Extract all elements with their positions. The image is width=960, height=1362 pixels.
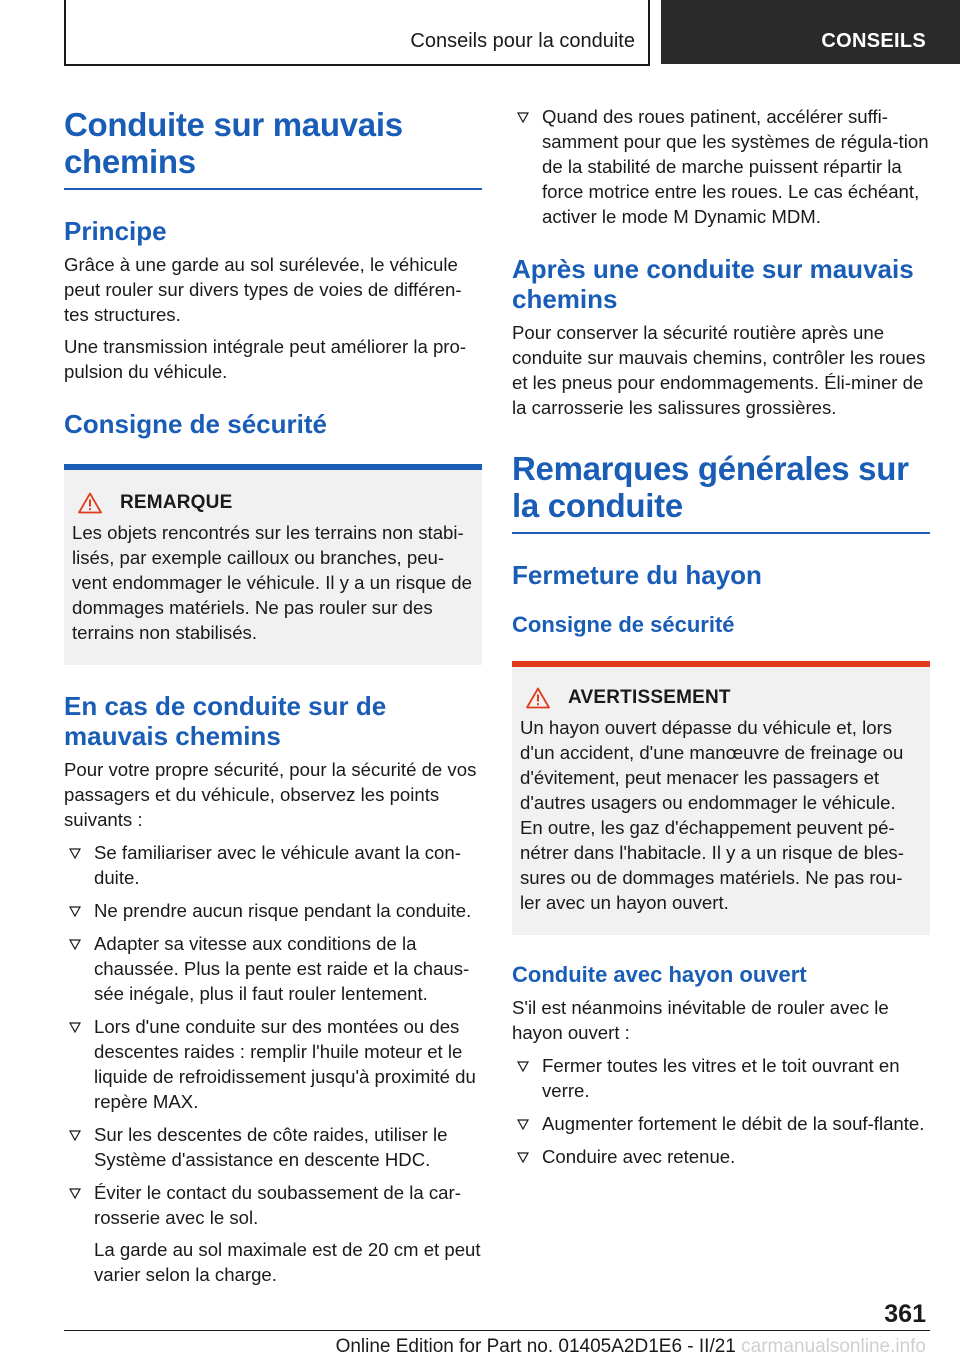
list-item-text: Éviter le contact du soubassement de la car-rosserie avec le sol. [94,1182,461,1228]
driving-list [64,840,482,1230]
list-item [64,1014,482,1114]
heading-safety-note: Consigne de sécurité [64,409,327,439]
notice-box [64,470,482,665]
heading-driving-rough-roads: En cas de conduite sur de mauvais chemins [64,691,387,751]
open-tailgate-intro: S'il est néanmoins inévitable de rouler avec le hayon ouvert : [512,997,889,1043]
header-frame-right [648,0,650,66]
title-rough-roads: Conduite sur mauvais chemins [64,106,403,180]
notice-text: Un hayon ouvert dépasse du véhicule et, lors d'un accident, d'une manœuvre de freinage ou d'évitement, peut menacer les passagers et d'autres usagers ou endommager le véhicule. En outre, les gaz d'échappement peuvent pé-nétrer dans l'habitacle. Il y a un risque de bles-sures ou de dommages matériels. Ne pas rou-ler avec un hayon ouvert. [520,717,904,913]
list-item [64,931,482,1006]
ground-clearance-note: La garde au sol maximale est de 20 cm et peut varier selon la charge. [94,1239,481,1285]
list-item-text: Conduire avec retenue. [542,1146,736,1167]
triangle-right-icon [516,107,530,127]
principle-paragraph-2: Une transmission intégrale peut améliorer la pro-pulsion du véhicule. [64,336,467,382]
list-item [64,1122,482,1172]
title-rule [64,188,482,190]
list-item [512,1111,930,1136]
heading-tailgate: Fermeture du hayon [512,560,762,590]
title-general-remarks: Remarques générales sur la conduite [512,450,909,524]
notice-box [512,667,930,935]
list-item-text: Sur les descentes de côte raides, utiliser le Système d'assistance en descente HDC. [94,1124,448,1170]
header-frame-bottom [64,64,650,66]
title-rule [512,532,930,534]
list-item-text: Augmenter fortement le débit de la souf-flante. [542,1113,925,1134]
open-tailgate-list [512,1053,930,1169]
list-item-text: Ne prendre aucun risque pendant la conduite. [94,900,472,921]
list-item [64,840,482,890]
triangle-right-icon [68,934,82,954]
header-chapter-label: CONSEILS [821,30,926,52]
notice-text: Les objets rencontrés sur les terrains non stabi-lisés, par exemple cailloux ou branches, peu-vent endommager le véhicule. Il y a un risque de dommages matériels. Ne pas rouler sur des terrains non stabilisés. [72,522,472,643]
warning-triangle-icon [526,687,550,709]
footer-edition [336,1336,926,1358]
list-item-text: Lors d'une conduite sur des montées ou des descentes raides : remplir l'huile moteur et le liquide de refroidissement jusqu'à proximité du repère MAX. [94,1016,476,1112]
triangle-right-icon [68,1017,82,1037]
driving-intro: Pour votre propre sécurité, pour la sécurité de vos passagers et du véhicule, observez les points suivants : [64,759,477,830]
after-paragraph: Pour conserver la sécurité routière après une conduite sur mauvais chemins, contrôler les roues et les pneus pour endommagements. Éli-miner de la carrosserie les salissures grossières. [512,322,926,418]
notice-header [520,687,922,709]
footer-watermark: carmanualsonline.info [741,1336,926,1357]
notice-label: REMARQUE [120,492,233,513]
right-column [512,96,930,1169]
list-item-text: Se familiariser avec le véhicule avant la con-duite. [94,842,461,888]
notice-avertissement [512,661,930,935]
triangle-right-icon [516,1056,530,1076]
notice-remarque [64,464,482,665]
triangle-right-icon [68,901,82,921]
warning-triangle-icon [78,492,102,514]
header-chapter-tab [661,0,960,64]
list-item [64,898,482,923]
heading-principle: Principe [64,216,167,246]
list-item [512,1053,930,1103]
list-item [512,104,930,229]
triangle-right-icon [68,843,82,863]
triangle-right-icon [516,1114,530,1134]
heading-safety-note-2: Consigne de sécurité [512,612,735,637]
principle-paragraph-1: Grâce à une garde au sol surélevée, le véhicule peut rouler sur divers types de voies de différen-tes structures. [64,254,462,325]
notice-label: AVERTISSEMENT [568,687,731,708]
page-number: 361 [884,1300,926,1328]
header-frame-left [64,0,66,66]
footer-rule [64,1330,930,1331]
left-column [64,96,482,1287]
notice-header [72,492,474,514]
heading-driving-open-tailgate: Conduite avec hayon ouvert [512,962,807,987]
triangle-right-icon [68,1183,82,1203]
list-item-text: Adapter sa vitesse aux conditions de la chaussée. Plus la pente est raide et la chaus-sée inégale, plus il faut rouler lentement. [94,933,470,1004]
triangle-right-icon [68,1125,82,1145]
list-item-text: Fermer toutes les vitres et le toit ouvrant en verre. [542,1055,900,1101]
list-item [512,1144,930,1169]
footer-edition-text: Online Edition for Part no. 01405A2D1E6 - II/21 [335,1336,736,1357]
header-section-title: Conseils pour la conduite [410,30,635,52]
list-item-text: Quand des roues patinent, accélérer suffi-samment pour que les systèmes de régula-tion de la stabilité de marche puissent répartir la force motrice entre les roues. Le cas échéant, activer le mode M Dynamic MDM. [542,106,929,227]
heading-after-rough-roads: Après une conduite sur mauvais chemins [512,254,914,314]
list-item [64,1180,482,1230]
continued-list [512,104,930,229]
page-header [0,0,960,66]
triangle-right-icon [516,1147,530,1167]
